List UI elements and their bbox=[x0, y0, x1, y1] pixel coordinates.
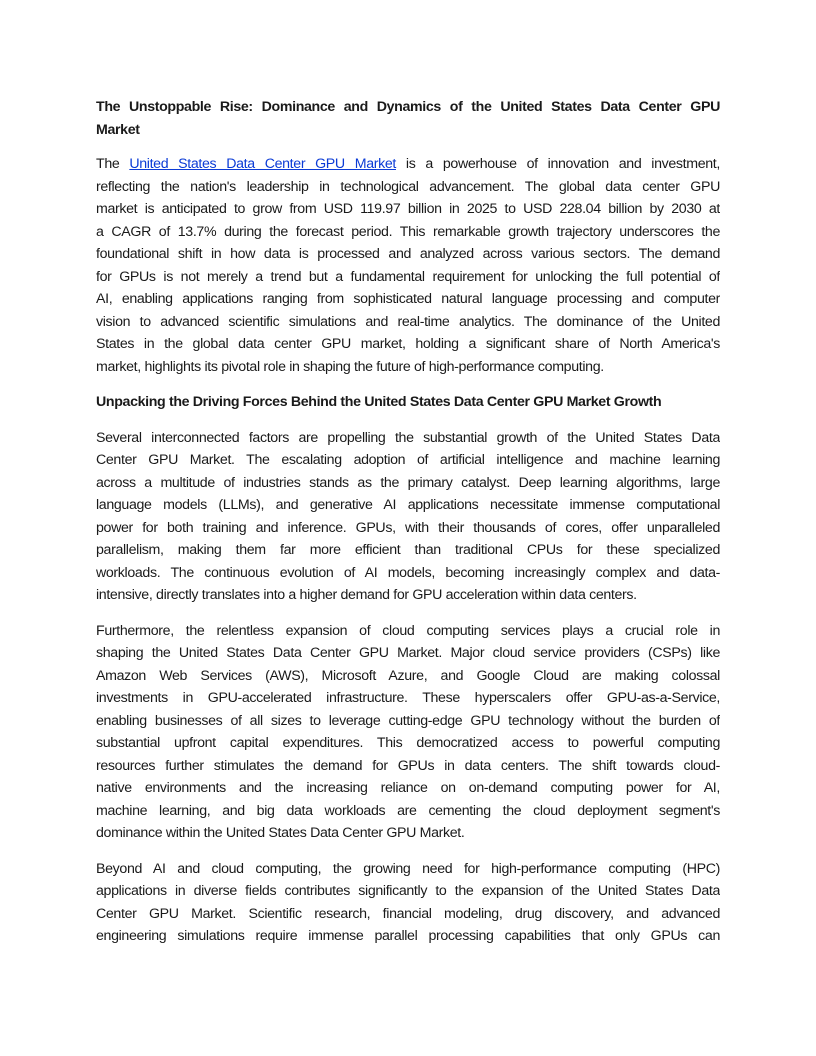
paragraph-line: native environments and the increasing reliance on on-demand computing power for AI, bbox=[96, 780, 720, 796]
paragraph-line: Amazon Web Services (AWS), Microsoft Azure, and Google Cloud are making colossal bbox=[96, 667, 720, 684]
body-paragraph-2 bbox=[96, 620, 720, 845]
section-subheading bbox=[96, 391, 720, 414]
text-span: The bbox=[96, 156, 130, 172]
paragraph-line: parallelism, making them far more efficient than traditional CPUs for these specialized bbox=[96, 542, 720, 558]
text-span: is a powerhouse of innovation and investment, bbox=[396, 156, 720, 172]
paragraph-line: Several interconnected factors are propelling the substantial growth of the United States Data bbox=[96, 429, 720, 446]
paragraph-line: Center GPU Market. The escalating adoption of artificial intelligence and machine learning bbox=[96, 452, 720, 468]
body-paragraph-3 bbox=[96, 858, 720, 948]
paragraph-line: investments in GPU-accelerated infrastructure. These hyperscalers offer GPU-as-a-Service, bbox=[96, 690, 720, 706]
paragraph-line: Furthermore, the relentless expansion of cloud computing services plays a crucial role in bbox=[96, 622, 720, 639]
paragraph-line: Center GPU Market. Scientific research, financial modeling, drug discovery, and advanced bbox=[96, 905, 720, 922]
paragraph-line: market, highlights its pivotal role in shaping the future of high-performance computing. bbox=[96, 358, 604, 375]
paragraph-line: for GPUs is not merely a trend but a fundamental requirement for unlocking the full potential of bbox=[96, 268, 720, 285]
paragraph-line: language models (LLMs), and generative AI applications necessitate immense computational bbox=[96, 497, 720, 513]
market-link[interactable]: United States Data Center GPU Market bbox=[129, 156, 396, 172]
paragraph-line: dominance within the United States Data Center GPU Market. bbox=[96, 825, 465, 841]
paragraph-line: across a multitude of industries stands as the primary catalyst. Deep learning algorithms, large bbox=[96, 474, 720, 491]
paragraph-line: Beyond AI and cloud computing, the growing need for high-performance computing (HPC) bbox=[96, 860, 720, 877]
document-title bbox=[96, 96, 720, 141]
subheading-text: Unpacking the Driving Forces Behind the United States Data Center GPU Market Growth bbox=[96, 394, 662, 410]
paragraph-line: resources further stimulates the demand for GPUs in data centers. The shift towards cloud- bbox=[96, 757, 720, 774]
paragraph-line: applications in diverse fields contributes significantly to the expansion of the United States Data bbox=[96, 883, 720, 899]
intro-paragraph bbox=[96, 153, 720, 378]
paragraph-line: substantial upfront capital expenditures. This democratized access to powerful computing bbox=[96, 735, 720, 751]
paragraph-line: vision to advanced scientific simulations and real-time analytics. The dominance of the United bbox=[96, 313, 720, 330]
paragraph-line: intensive, directly translates into a higher demand for GPU acceleration within data centers. bbox=[96, 587, 637, 603]
paragraph-line: workloads. The continuous evolution of AI models, becoming increasingly complex and data- bbox=[96, 564, 720, 581]
paragraph-line: power for both training and inference. GPUs, with their thousands of cores, offer unparalleled bbox=[96, 519, 720, 536]
body-paragraph-1 bbox=[96, 427, 720, 607]
paragraph-line: shaping the United States Data Center GPU Market. Major cloud service providers (CSPs) like bbox=[96, 645, 720, 661]
paragraph-line: machine learning, and big data workloads are cementing the cloud deployment segment's bbox=[96, 802, 720, 819]
paragraph-line: enabling businesses of all sizes to leverage cutting-edge GPU technology without the burden of bbox=[96, 712, 720, 729]
paragraph-line: reflecting the nation's leadership in technological advancement. The global data center GPU bbox=[96, 178, 720, 195]
paragraph-line bbox=[96, 153, 720, 176]
document-page bbox=[96, 96, 720, 948]
title-line: The Unstoppable Rise: Dominance and Dynamics of the United States Data Center GPU bbox=[96, 99, 720, 115]
paragraph-line: AI, enabling applications ranging from sophisticated natural language processing and computer bbox=[96, 291, 720, 307]
paragraph-line: engineering simulations require immense parallel processing capabilities that only GPUs can bbox=[96, 928, 720, 944]
paragraph-line: a CAGR of 13.7% during the forecast period. This remarkable growth trajectory underscores the bbox=[96, 223, 720, 240]
paragraph-line: States in the global data center GPU market, holding a significant share of North America's bbox=[96, 336, 720, 352]
paragraph-line: foundational shift in how data is processed and analyzed across various sectors. The demand bbox=[96, 246, 720, 262]
title-line: Market bbox=[96, 121, 140, 138]
paragraph-line: market is anticipated to grow from USD 119.97 billion in 2025 to USD 228.04 billion by 2030 at bbox=[96, 201, 720, 217]
